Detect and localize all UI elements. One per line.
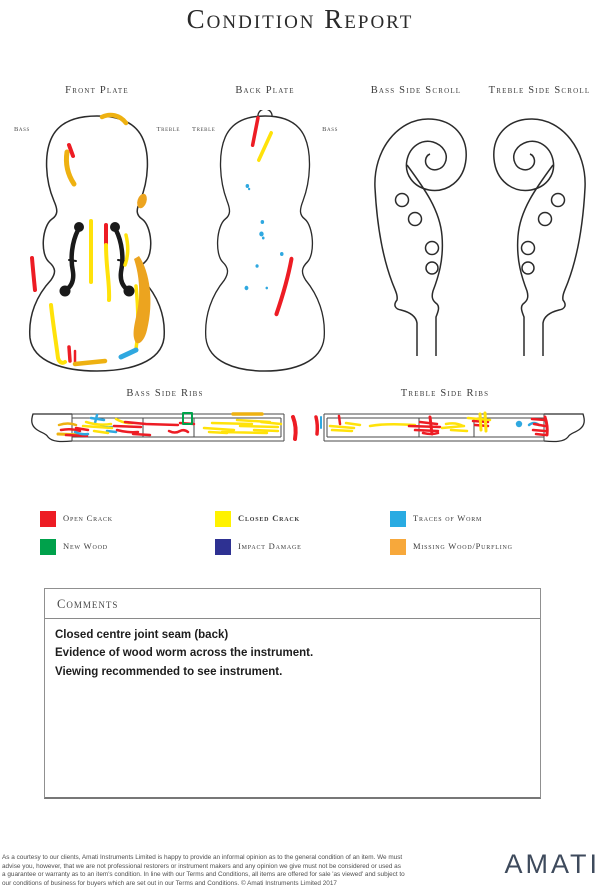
comment-line: Viewing recommended to see instrument. [55,665,283,678]
back-plate-condition-marks [245,118,292,314]
front-plate-condition-marks [32,115,150,364]
treble-ribs-diagram [312,404,588,452]
closed-crack-label: Closed Crack [238,513,301,523]
back-plate-header: Back Plate [235,85,295,96]
front-plate-diagram [12,110,182,377]
missing-wood-swatch [390,539,406,555]
bass-scroll-svg [362,108,474,356]
treble-scroll-header: Treble Side Scroll [488,85,591,96]
neck-profile [32,414,72,442]
comment-line: Evidence of wood worm across the instrument. [55,647,314,660]
back-button [258,110,272,116]
front-plate-treble-label: Treble [156,126,180,133]
back-plate-svg [190,110,340,377]
front-plate-bass-label: Bass [14,126,30,133]
impact-damage-label: Impact Damage [238,541,302,551]
f-holes [60,222,135,297]
scroll-outline-mirrored [494,119,585,356]
worm-traces [245,184,284,290]
disclaimer-line: a guarantee or warranty as to an item's condition. In line with our Terms and Conditions, all items are offered for sale 'as viewed' and subject to [2,871,405,879]
treble-ribs-condition-marks [316,413,547,435]
open-crack-swatch [40,511,56,527]
bass-ribs-diagram [28,404,304,452]
front-plate-header: Front Plate [65,85,129,96]
back-plate-treble-label: Treble [192,126,216,133]
treble-ribs-header: Treble Side Ribs [400,388,490,399]
comments-body [45,619,540,688]
treble-scroll-svg [486,108,598,356]
bass-ribs-condition-marks [58,413,296,439]
disclaimer-line: our conditions of business for buyers which are set out in our Terms and Conditions. © Amati Instruments Limited 2017 [2,879,337,887]
treble-ribs-svg [312,404,588,452]
amati-logo: AMATI [504,849,600,879]
missing-wood-label: Missing Wood/Purfling [413,541,513,551]
comments-header: Comments [45,589,540,619]
bass-scroll-diagram [362,108,474,356]
front-plate-svg [12,110,182,377]
disclaimer-text [2,854,474,888]
back-plate-bass-label: Bass [322,126,338,133]
bass-ribs-header: Bass Side Ribs [126,388,204,399]
impact-damage-swatch [215,539,231,555]
neck-profile-mirrored [544,414,584,442]
treble-scroll-diagram [486,108,598,356]
bass-ribs-svg [28,404,304,452]
back-plate-diagram [190,110,340,377]
disclaimer-line: advise you, however, that we are not professional restorers or instrument makers and any opinion we give must not be considered or used as [2,862,401,870]
traces-of-worm-label: Traces of Worm [413,513,483,523]
bass-scroll-header: Bass Side Scroll [370,85,462,96]
closed-crack-swatch [215,511,231,527]
comments-box [44,588,541,799]
new-wood-swatch [40,539,56,555]
traces-of-worm-swatch [390,511,406,527]
comment-line: Closed centre joint seam (back) [55,629,229,641]
scroll-outline [375,119,466,356]
new-wood-label: New Wood [63,541,108,551]
violin-back-outline [206,116,325,371]
open-crack-label: Open Crack [63,513,113,523]
disclaimer-line: As a courtesy to our clients, Amati Instruments Limited is happy to provide an informal opinion as to the general condition of an item. We must [2,854,403,861]
page-title: Condition Report [186,4,414,34]
